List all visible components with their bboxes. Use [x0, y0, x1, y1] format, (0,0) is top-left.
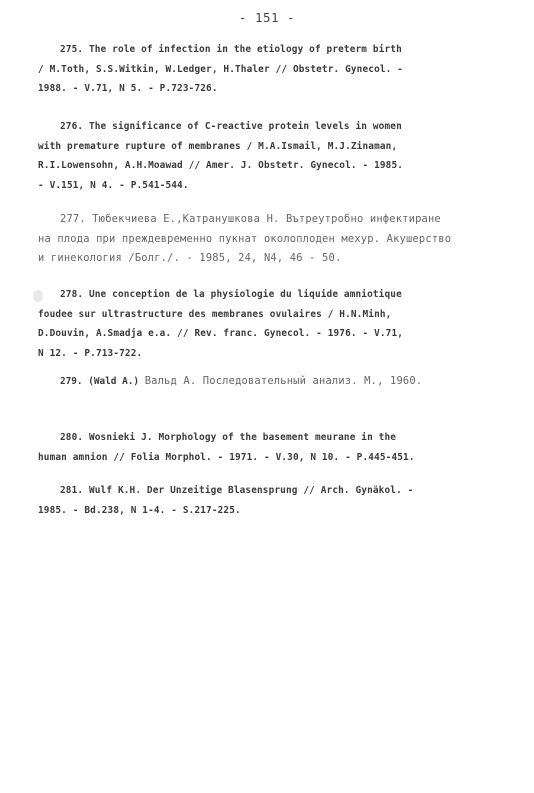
reference-line: foudee sur ultrastructure des membranes ovulaires / H.N.Minh,	[38, 308, 392, 320]
reference-line: R.I.Lowensohn, A.H.Moawad // Amer. J. Obstetr. Gynecol. - 1985.	[38, 160, 404, 171]
reference-line: 280. Wosnieki J. Morphology of the basement meurane in the	[60, 432, 397, 443]
reference-author-latin: 279. (Wald A.)	[60, 376, 140, 387]
reference-line: human amnion // Folia Morphol. - 1971. - V.30, N 10. - P.445-451.	[38, 451, 415, 463]
reference-entry-276	[38, 117, 508, 195]
reference-entry-277	[38, 210, 508, 269]
reference-line: на плода при преждевременно пукнат околоплоден мехур. Акушерство	[38, 232, 452, 245]
reference-line: 1988. - V.71, N 5. - P.723-726.	[38, 83, 218, 94]
scan-smudge	[33, 290, 43, 302]
reference-entry-280	[38, 428, 508, 467]
reference-entry-278	[38, 285, 508, 363]
reference-entry-279	[38, 372, 508, 392]
reference-line: и гинекология /Болг./. - 1985, 24, N4, 46 - 50.	[38, 252, 342, 264]
reference-entry-281	[38, 481, 508, 520]
reference-line: D.Douvin, A.Smadja e.a. // Rev. franc. Gynecol. - 1976. - V.71,	[38, 328, 404, 339]
reference-line: / M.Toth, S.S.Witkin, W.Ledger, H.Thaler // Obstetr. Gynecol. -	[38, 63, 404, 75]
reference-line: 276. The significance of C-reactive protein levels in women	[60, 121, 402, 132]
reference-line: 277. Тюбекчиева Е.,Катранушкова Н. Вътреутробно инфектиране	[60, 213, 441, 225]
reference-line	[38, 372, 508, 392]
reference-line: 278. Une conception de la physiologie du liquide amniotique	[60, 289, 402, 300]
reference-line: 281. Wulf K.H. Der Unzeitige Blasensprung // Arch. Gynäkol. -	[60, 485, 414, 496]
reference-line: 1985. - Bd.238, N 1-4. - S.217-225.	[38, 504, 241, 516]
reference-entry-275	[38, 40, 508, 99]
reference-line: - V.151, N 4. - P.541-544.	[38, 179, 189, 191]
reference-line: N 12. - P.713-722.	[38, 347, 143, 359]
reference-line: with premature rupture of membranes / M.A.Ismail, M.J.Zinaman,	[38, 140, 398, 152]
reference-line: 275. The role of infection in the etiology of preterm birth	[60, 44, 402, 55]
reference-text-cyrillic: Вальд А. Последовательный анализ. М., 1960.	[144, 375, 423, 387]
page-number: - 151 -	[238, 10, 296, 25]
